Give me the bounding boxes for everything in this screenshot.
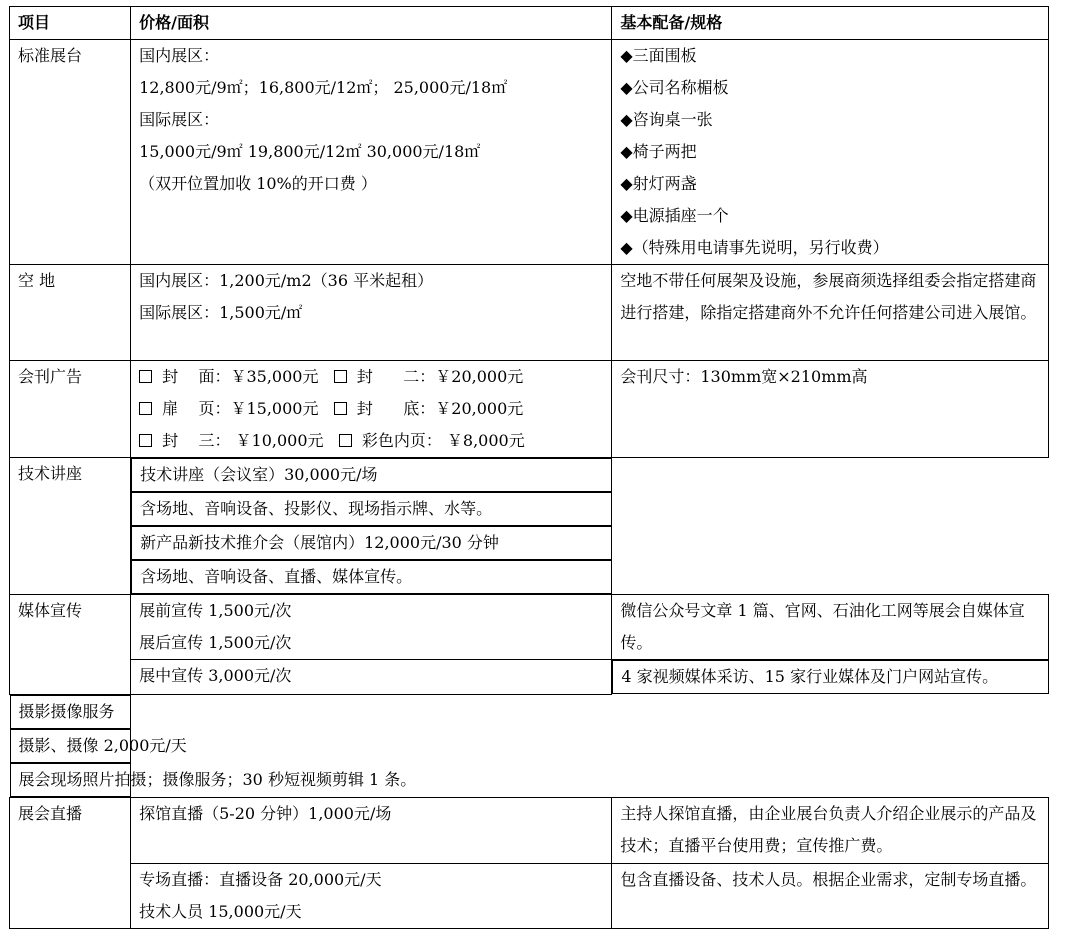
live-price-line: 探馆直播（5-20 分钟）1,000元/场 (139, 803, 392, 823)
space-price-line: 国际展区：1,500元/㎡ (139, 303, 303, 322)
checkbox-icon[interactable] (334, 402, 347, 415)
space-config: 空地不带任何展架及设施，参展商须选择组委会指定搭建商进行搭建，除指定搭建商外不允许任何搭建公司进入展馆。 (612, 265, 1049, 361)
booth-row (10, 40, 1049, 265)
media-price-line: 展前宣传 1,500元/次 (139, 601, 292, 620)
ad-price: ￥15,000元 (230, 399, 319, 418)
live-row (10, 863, 1049, 928)
checkbox-icon[interactable] (339, 434, 352, 447)
booth-price-line: 国际展区： (139, 110, 220, 129)
header-price: 价格/面积 (131, 7, 612, 40)
ad-label: 扉 页： (162, 399, 231, 418)
booth-price-line: 15,000元/9㎡ 19,800元/12㎡ 30,000元/18㎡ (139, 142, 481, 161)
live-price-line: 技术人员 15,000元/天 (139, 901, 302, 921)
live-price (131, 863, 612, 928)
media-price (131, 660, 612, 695)
live-config: 主持人探馆直播，由企业展台负责人介绍企业展示的产品及技术；直播平台使用费；宣传推广费。 (612, 797, 1049, 863)
media-row (10, 595, 1049, 660)
checkbox-icon[interactable] (334, 370, 347, 383)
booth-price-line: 国内展区： (139, 46, 220, 65)
live-item: 展会直播 (10, 797, 131, 928)
header-config: 基本配备/规格 (612, 7, 1049, 40)
photo-item: 摄影摄像服务 (10, 695, 131, 729)
header-item: 项目 (10, 7, 131, 40)
media-price (131, 595, 612, 660)
space-price-line: 国内展区：1,200元/m2（36 平米起租） (139, 271, 434, 290)
media-config: 4 家视频媒体采访、15 家行业媒体及门户网站宣传。 (612, 660, 1048, 694)
price-table (9, 6, 1049, 929)
booth-price-line: （双开位置加收 10%的开口费 ） (139, 174, 377, 193)
ad-label: 封 面： (162, 367, 231, 386)
booth-price-line: 12,800元/9㎡；16,800元/12㎡； 25,000元/18㎡ (139, 78, 508, 97)
lecture-price: 技术讲座（会议室）30,000元/场 (131, 458, 612, 492)
lecture-price: 新产品新技术推介会（展馆内）12,000元/30 分钟 (131, 526, 612, 560)
space-item: 空 地 (10, 265, 131, 361)
lecture-row (10, 458, 1049, 527)
checkbox-icon[interactable] (139, 402, 152, 415)
media-item: 媒体宣传 (10, 595, 131, 695)
checkbox-icon[interactable] (139, 434, 152, 447)
photo-row (10, 694, 1049, 797)
ad-price: ￥8,000元 (441, 431, 525, 450)
ad-option-row (139, 361, 603, 393)
ad-label: 封 二： (356, 367, 436, 386)
ads-price (131, 361, 612, 458)
booth-price (131, 40, 612, 265)
booth-config (612, 40, 1049, 265)
ads-item: 会刊广告 (10, 361, 131, 458)
ad-price: ￥20,000元 (435, 367, 524, 386)
booth-config-item: ◆射灯两盏 (620, 174, 697, 193)
lecture-row (10, 526, 1049, 595)
booth-item: 标准展台 (10, 40, 131, 265)
ad-price: ￥20,000元 (435, 399, 524, 418)
ad-price: ￥10,000元 (230, 431, 324, 450)
photo-price: 摄影、摄像 2,000元/天 (10, 729, 131, 763)
checkbox-icon[interactable] (139, 370, 152, 383)
ad-option-row (139, 393, 603, 425)
booth-config-item: ◆公司名称楣板 (620, 78, 729, 97)
space-row (10, 265, 1049, 361)
lecture-item: 技术讲座 (10, 458, 131, 595)
header-row (10, 7, 1049, 40)
media-config: 微信公众号文章 1 篇、官网、石油化工网等展会自媒体宣传。 (612, 595, 1049, 660)
media-price-line: 展中宣传 3,000元/次 (139, 666, 292, 685)
booth-config-item: ◆咨询桌一张 (620, 110, 713, 129)
ads-row (10, 361, 1049, 458)
media-row (10, 660, 1049, 695)
ad-option-row (139, 425, 603, 457)
live-price (131, 797, 612, 863)
ad-label: 封 三： (162, 431, 231, 450)
photo-config: 展会现场照片拍摄；摄像服务；30 秒短视频剪辑 1 条。 (10, 763, 131, 797)
live-price-line: 专场直播：直播设备 20,000元/天 (139, 869, 382, 889)
live-config: 包含直播设备、技术人员。根据企业需求，定制专场直播。 (612, 863, 1049, 928)
booth-config-item: ◆电源插座一个 (620, 206, 729, 225)
ad-label: 封 底： (356, 399, 436, 418)
ad-price: ￥35,000元 (230, 367, 319, 386)
lecture-config: 含场地、音响设备、直播、媒体宣传。 (131, 560, 612, 594)
ads-config: 会刊尺寸：130mm宽×210mm高 (612, 361, 1049, 458)
space-price (131, 265, 612, 361)
media-price-line: 展后宣传 1,500元/次 (139, 633, 292, 652)
ad-label: 彩色内页： (361, 431, 442, 450)
booth-config-item: ◆三面围板 (620, 46, 697, 65)
booth-config-item: ◆椅子两把 (620, 142, 697, 161)
live-row (10, 797, 1049, 863)
lecture-config: 含场地、音响设备、投影仪、现场指示牌、水等。 (131, 492, 612, 526)
booth-config-item: ◆（特殊用电请事先说明，另行收费） (620, 238, 889, 257)
